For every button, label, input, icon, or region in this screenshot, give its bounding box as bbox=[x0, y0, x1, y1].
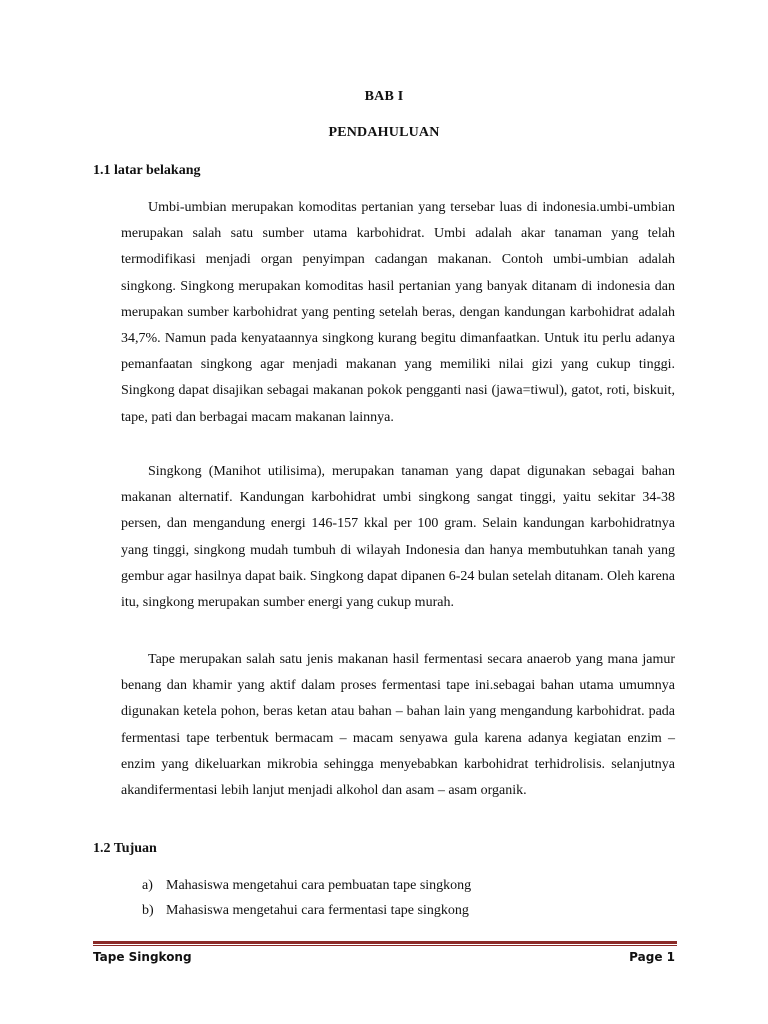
footer-rule-thin bbox=[93, 945, 677, 946]
footer-document-title: Tape Singkong bbox=[93, 950, 192, 964]
footer-rule-thick bbox=[93, 941, 677, 944]
footer-page-number: Page 1 bbox=[629, 950, 675, 964]
chapter-title: PENDAHULUAN bbox=[328, 125, 440, 140]
section-heading-objectives: 1.2 Tujuan bbox=[93, 841, 157, 856]
list-marker: b) bbox=[142, 903, 154, 918]
objectives-list bbox=[142, 873, 471, 923]
list-marker: a) bbox=[142, 878, 153, 893]
chapter-heading: BAB I bbox=[364, 89, 404, 104]
list-item-text: Mahasiswa mengetahui cara fermentasi tape singkong bbox=[166, 903, 469, 918]
list-item bbox=[142, 873, 471, 898]
list-item-text: Mahasiswa mengetahui cara pembuatan tape singkong bbox=[166, 878, 472, 893]
section-heading-background: 1.1 latar belakang bbox=[93, 163, 201, 178]
list-item bbox=[142, 898, 471, 923]
paragraph-2: Singkong (Manihot utilisima), merupakan tanaman yang dapat digunakan sebagai bahan makanan alternatif. Kandungan karbohidrat umbi singkong sangat tinggi, yaitu sekitar 34-38 persen, dan mengandung energi 146-157 kkal per 100 gram. Selain kandungan karbohidratnya yang tinggi, singkong mudah tumbuh di wilayah Indonesia dan hanya membutuhkan tanah yang gembur agar hasilnya dapat baik. Singkong dapat dipanen 6-24 bulan setelah ditanam. Oleh karena itu, singkong merupakan sumber energi yang cukup murah. bbox=[121, 464, 675, 611]
paragraph-3: Tape merupakan salah satu jenis makanan hasil fermentasi secara anaerob yang mana jamur benang dan khamir yang aktif dalam proses fermentasi tape ini.sebagai bahan utama umumnya digunakan ketela pohon, beras ketan atau bahan – bahan lain yang mengandung karbohidrat. pada fermentasi tape terbentuk bermacam – macam senyawa gula karena adanya kegiatan enzim – enzim yang dikeluarkan mikrobia sehingga menyebabkan karbohidrat terhidrolisis. selanjutnya akandifermentasi lebih lanjut menjadi alkohol dan asam – asam organik. bbox=[121, 652, 675, 799]
paragraph-1: Umbi-umbian merupakan komoditas pertanian yang tersebar luas di indonesia.umbi-umbian merupakan salah satu sumber utama karbohidrat. Umbi adalah akar tanaman yang telah termodifikasi menjadi organ penyimpan cadangan makanan. Contoh umbi-umbian adalah singkong. Singkong merupakan komoditas hasil pertanian yang banyak ditanam di indonesia dan merupakan sumber karbohidrat yang penting setelah beras, dengan kandungan karbohidrat adalah 34,7%. Namun pada kenyataannya singkong kurang begitu dimanfaatkan. Untuk itu perlu adanya pemanfaatan singkong agar menjadi makanan yang memiliki nilai gizi yang cukup tinggi. Singkong dapat disajikan sebagai makanan pokok pengganti nasi (jawa=tiwul), gatot, roti, biskuit, tape, pati dan berbagai macam makanan lainnya. bbox=[121, 200, 675, 425]
